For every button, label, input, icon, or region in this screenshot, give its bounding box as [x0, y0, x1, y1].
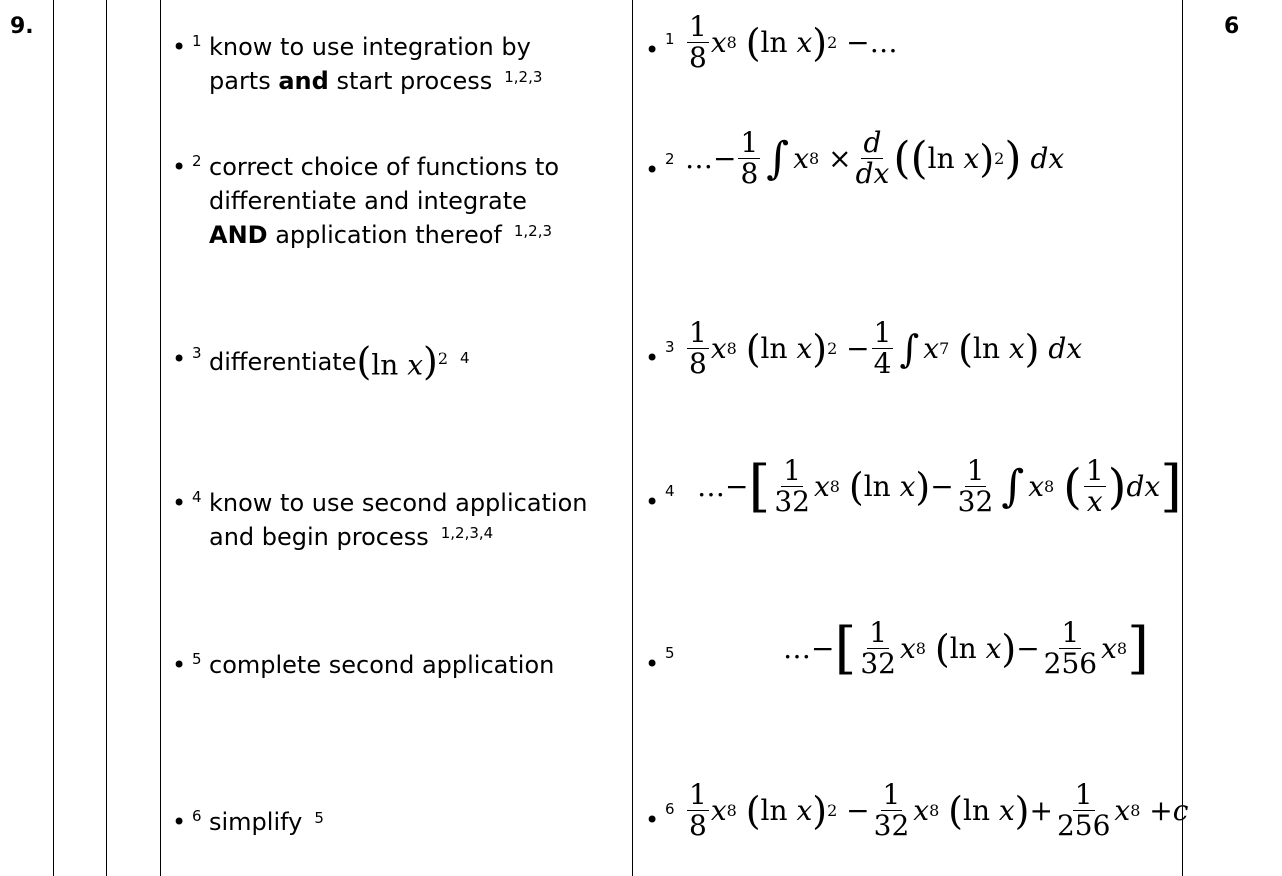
criterion-text: differentiate	[209, 348, 357, 377]
math-expression: …− [ $\frac{1}{32}$ x 8 ( ln x ) − $\frac{1}{256}$ x 8 ]	[783, 615, 1149, 681]
bullet-icon: •	[645, 344, 660, 372]
bullet-icon: •	[172, 489, 187, 517]
grid-line	[632, 0, 633, 876]
criterion-text: correct choice of functions to	[209, 153, 560, 181]
criterion-text: know to use integration by	[209, 33, 531, 61]
bullet-icon: •	[645, 806, 660, 834]
question-number: 9.	[10, 14, 34, 39]
note-reference: 1,2,3,4	[440, 524, 494, 542]
bullet-icon: •	[172, 651, 187, 679]
criterion-number: 4	[192, 488, 202, 506]
note-reference: 1,2,3	[504, 68, 543, 86]
bullet-icon: •	[172, 345, 187, 373]
bullet-icon: •	[645, 650, 660, 678]
bullet-icon: •	[645, 488, 660, 516]
criterion-text: know to use second application	[209, 489, 588, 517]
grid-line	[160, 0, 161, 876]
illustration-number: 5	[665, 644, 675, 662]
math-expression: …− $\frac{1}{8}$ ∫ x 8 × $\frac{d}{dx}$ (( ln x ) 2 ) dx	[685, 126, 1065, 190]
criterion-number: 1	[192, 32, 202, 50]
criterion-number: 6	[192, 807, 202, 825]
question-marks: 6	[1224, 14, 1240, 39]
bullet-icon: •	[172, 33, 187, 61]
illustration-number: 1	[665, 30, 675, 48]
math-expression: (ln x)$^2$	[356, 339, 449, 384]
math-expression: $\frac{1}{8}$ x 8 ( ln x ) 2 − $\frac{1}{32}$ x 8 ( ln x ) + $\frac{1}{256}$ x 8 + c	[689, 778, 1189, 842]
note-reference: 4	[460, 349, 470, 368]
math-expression: $\frac{1}{8}$ x 8 ( ln x ) 2 − $\frac{1}{4}$ ∫ x 7 ( ln x ) dx	[689, 316, 1083, 380]
bullet-icon: •	[172, 153, 187, 181]
grid-line	[53, 0, 54, 876]
criterion-number: 2	[192, 152, 202, 170]
criterion-number: 5	[192, 650, 202, 668]
bullet-icon: •	[645, 36, 660, 64]
grid-line	[1182, 0, 1183, 876]
criterion-text: simplify	[209, 808, 303, 836]
note-reference: 1,2,3	[513, 222, 553, 240]
illustration-number: 3	[665, 338, 675, 356]
illustration-number: 2	[665, 150, 675, 168]
math-expression: $\frac{1}{8}$ x 8 ( ln x ) 2 −…	[689, 10, 898, 74]
grid-line	[106, 0, 107, 876]
bullet-icon: •	[172, 808, 187, 836]
bullet-icon: •	[645, 156, 660, 184]
math-expression: …− [ $\frac{1}{32}$ x 8 ( ln x ) − $\frac{1}{32}$ ∫ x 8 ( $\frac{1}{x}$ ) dx ]	[697, 453, 1183, 519]
criterion-number: 3	[192, 344, 202, 362]
illustration-number: 6	[665, 800, 675, 818]
illustration-number: 4	[665, 482, 675, 500]
note-reference: 5	[314, 809, 324, 827]
criterion-text: complete second application	[209, 651, 555, 679]
